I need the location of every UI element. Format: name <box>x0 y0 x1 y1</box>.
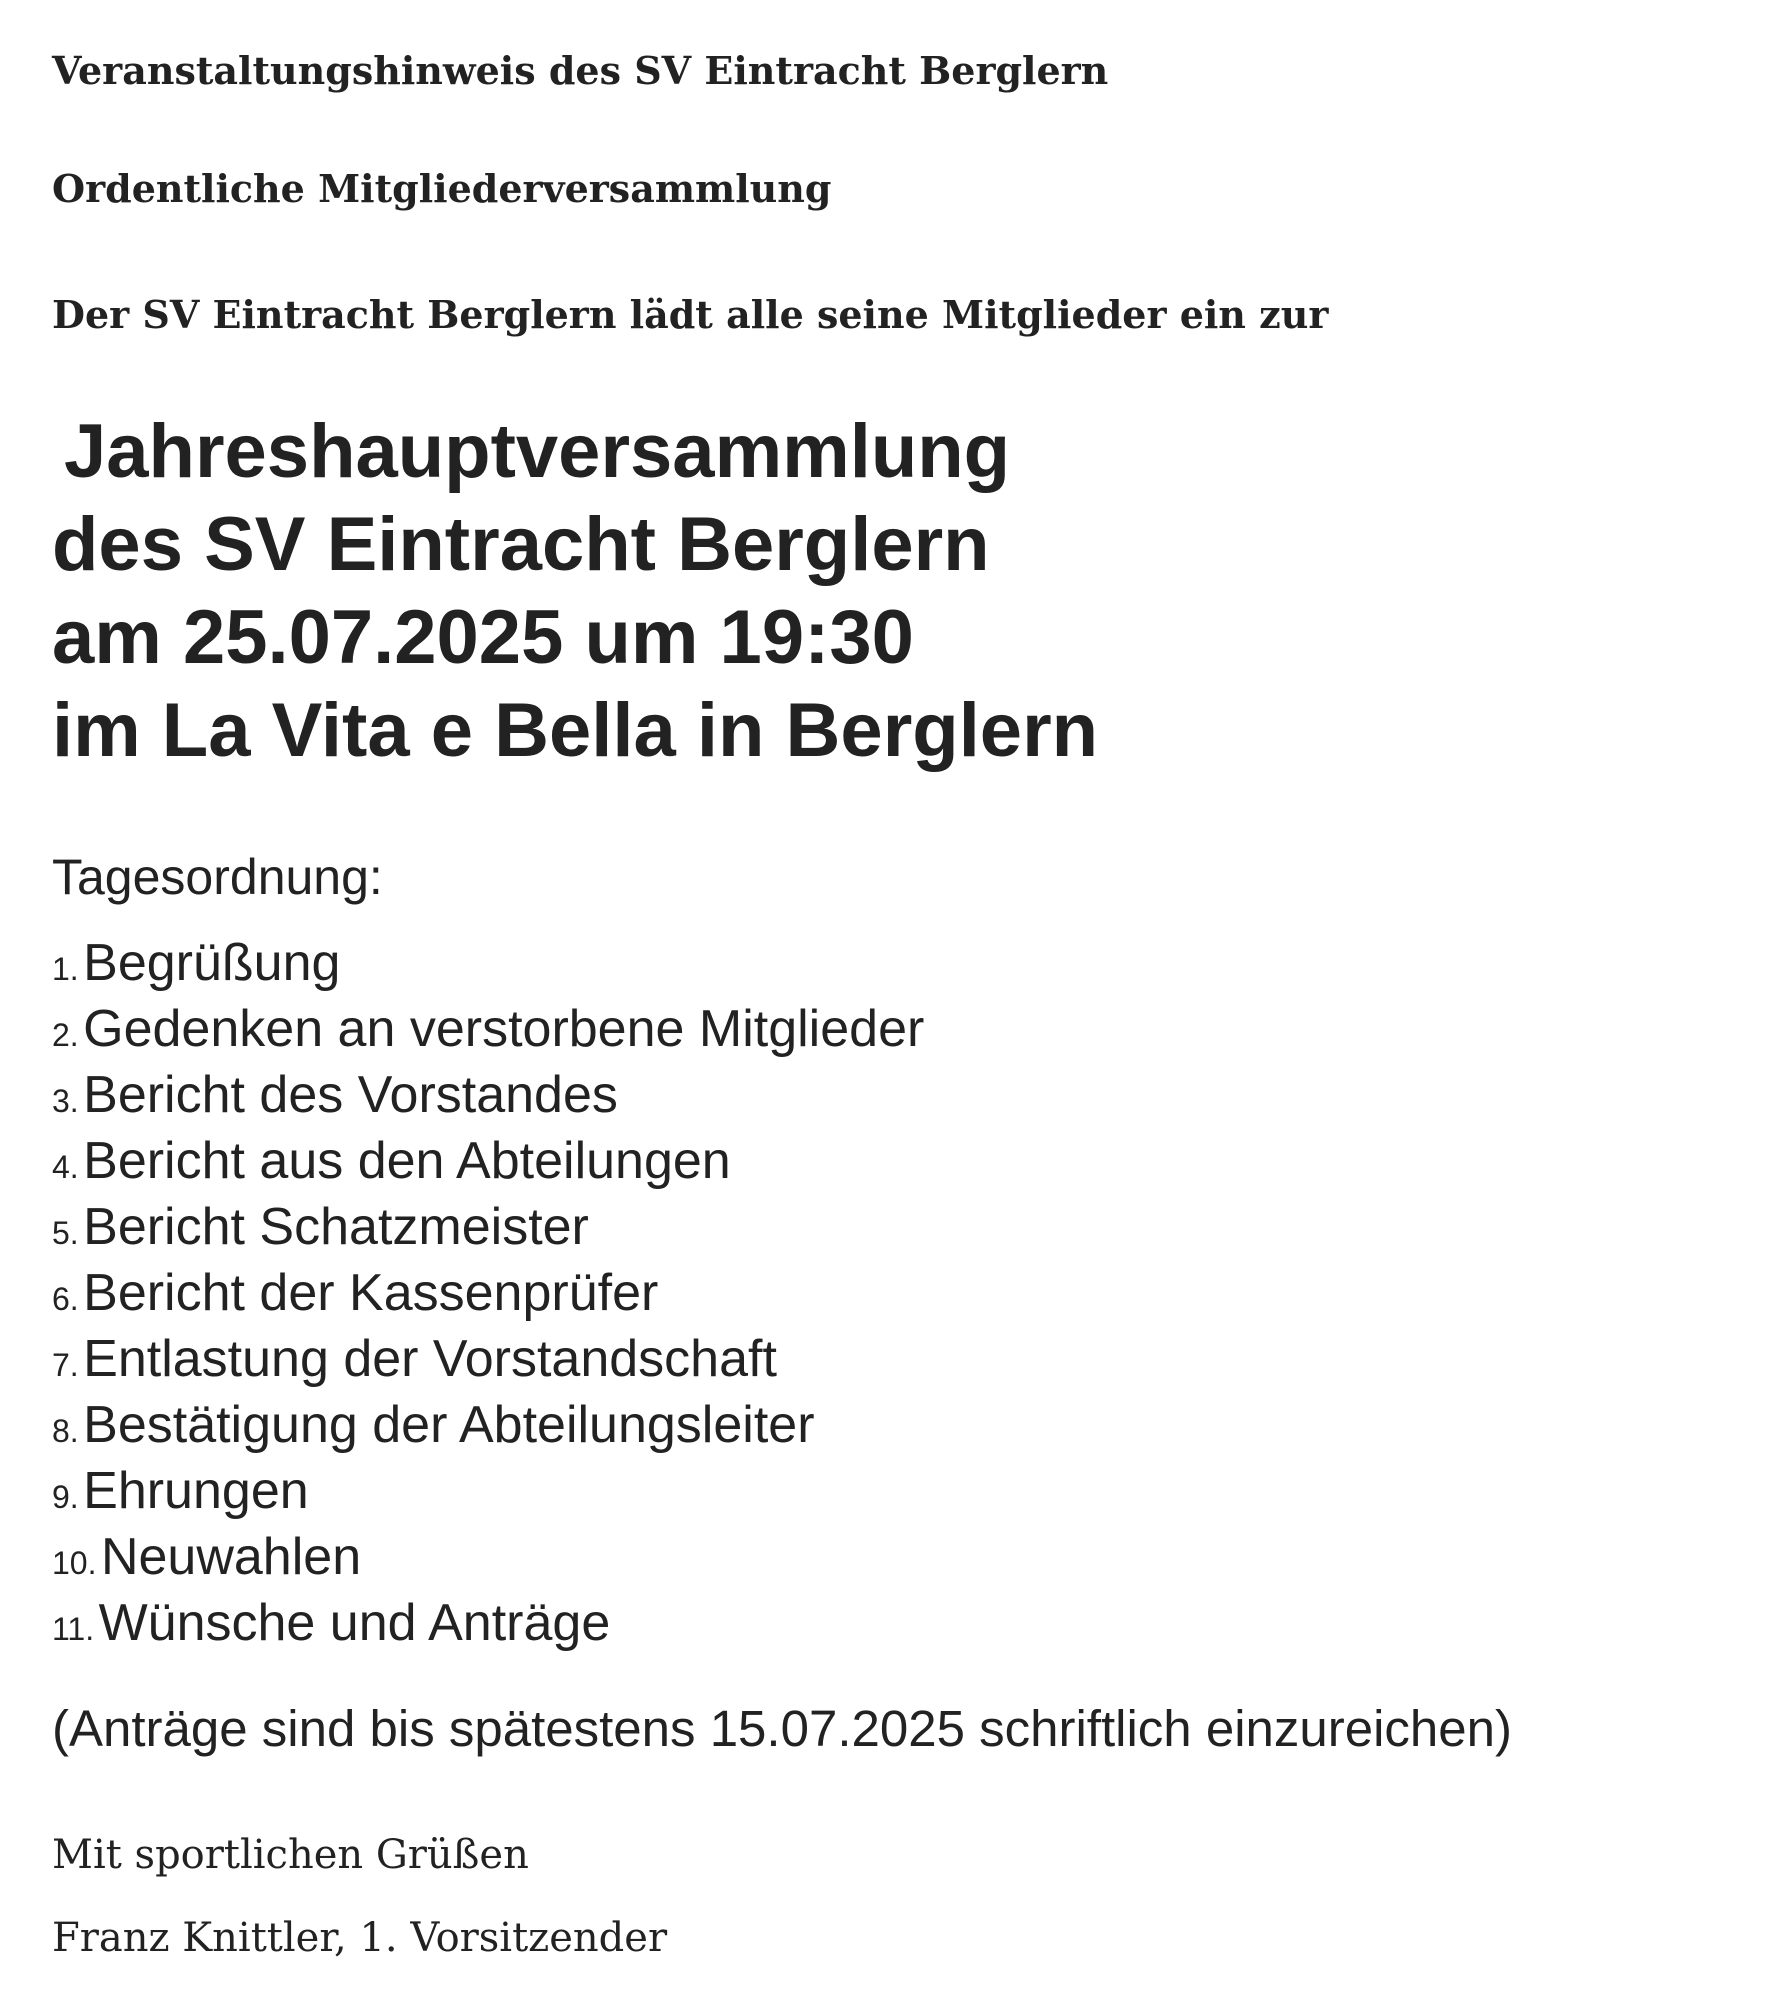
agenda-item-text: Bericht aus den Abteilungen <box>83 1132 731 1190</box>
agenda-item-number: 10. <box>52 1545 97 1581</box>
agenda-item-text: Gedenken an verstorbene Mitglieder <box>83 1000 925 1058</box>
agenda-item-number: 7. <box>52 1347 79 1383</box>
agenda-item <box>52 1198 924 1268</box>
agenda-item-number: 5. <box>52 1215 79 1251</box>
agenda-item <box>52 1264 924 1334</box>
agenda-item-number: 2. <box>52 1017 79 1053</box>
agenda-item <box>52 1462 924 1532</box>
agenda-item <box>52 1132 924 1202</box>
event-details <box>52 405 1098 777</box>
agenda-item-number: 8. <box>52 1413 79 1449</box>
agenda-item-text: Entlastung der Vorstandschaft <box>83 1330 777 1388</box>
agenda-item <box>52 1594 924 1664</box>
agenda-item-text: Bericht des Vorstandes <box>83 1066 618 1124</box>
agenda-item-text: Wünsche und Anträge <box>98 1594 611 1652</box>
deadline-note: (Anträge sind bis spätestens 15.07.2025 schriftlich einzureichen) <box>52 1700 1512 1757</box>
agenda-item-text: Bericht der Kassenprüfer <box>83 1264 659 1322</box>
agenda-item-text: Ehrungen <box>83 1462 309 1520</box>
closing-greeting: Mit sportlichen Grüßen <box>52 1832 529 1878</box>
agenda-item-text: Bestätigung der Abteilungsleiter <box>83 1396 815 1454</box>
assembly-type-heading: Ordentliche Mitgliederversammlung <box>52 166 832 211</box>
agenda-item-number: 11. <box>52 1611 95 1647</box>
agenda-item-text: Begrüßung <box>83 934 341 992</box>
agenda-item <box>52 1000 925 1070</box>
agenda-item-number: 6. <box>52 1281 79 1317</box>
agenda-item <box>52 934 924 1004</box>
agenda-item-number: 9. <box>52 1479 79 1515</box>
agenda-item-text: Neuwahlen <box>100 1528 362 1586</box>
agenda-item-number: 4. <box>52 1149 79 1185</box>
agenda-item <box>52 1330 924 1400</box>
agenda-item-text: Bericht Schatzmeister <box>83 1198 589 1256</box>
event-title: Jahreshauptversammlung <box>64 409 1011 494</box>
agenda-item <box>52 1396 924 1466</box>
notice-heading: Veranstaltungshinweis des SV Eintracht Berglern <box>52 48 1109 93</box>
signature: Franz Knittler, 1. Vorsitzender <box>52 1915 668 1961</box>
agenda-item <box>52 1066 924 1136</box>
event-location: im La Vita e Bella in Berglern <box>52 688 1099 773</box>
event-club: des SV Eintracht Berglern <box>52 502 990 587</box>
agenda-list <box>52 934 925 1664</box>
agenda-item-number: 1. <box>52 951 79 987</box>
invitation-text: Der SV Eintracht Berglern lädt alle seine Mitglieder ein zur <box>52 292 1329 337</box>
event-date-time: am 25.07.2025 um 19:30 <box>52 595 914 680</box>
agenda-item <box>52 1528 924 1598</box>
agenda-title: Tagesordnung: <box>52 849 383 905</box>
agenda-item-number: 3. <box>52 1083 79 1119</box>
